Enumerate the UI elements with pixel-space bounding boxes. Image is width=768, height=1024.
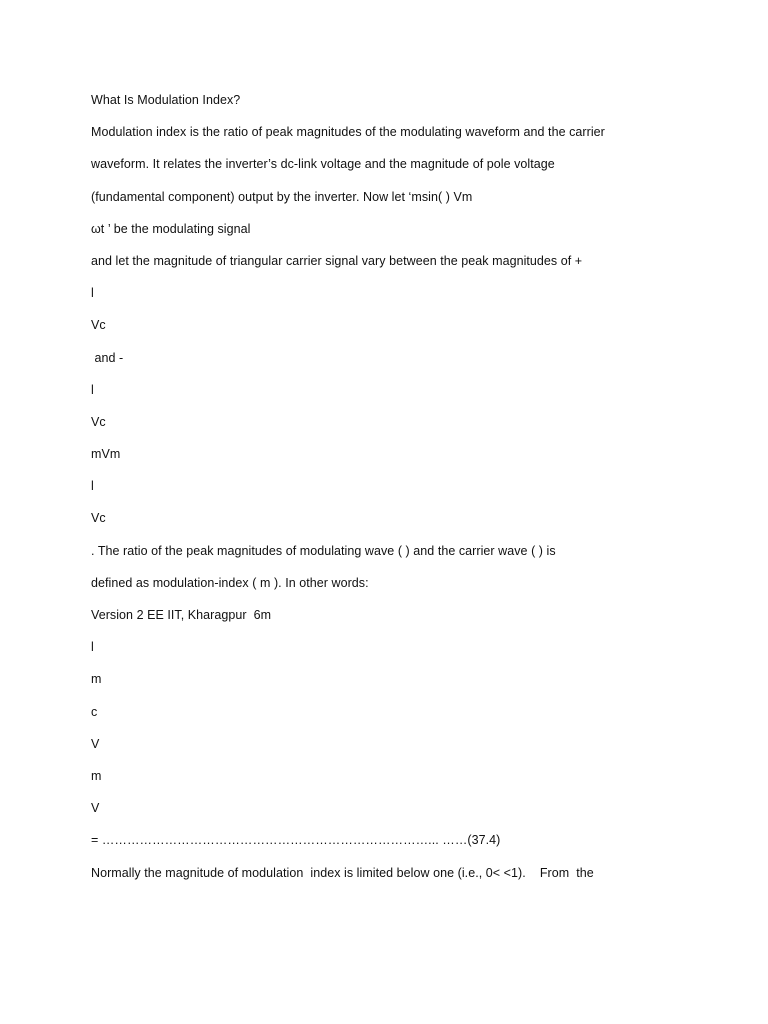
text-line: defined as modulation-index ( m ). In other words: — [91, 575, 369, 590]
text-line: Vc — [91, 318, 106, 333]
text-line: Vc — [91, 414, 106, 429]
page-footer-text: Version 2 EE IIT, Kharagpur 6m — [91, 608, 272, 622]
document-body — [91, 90, 711, 895]
text-line: mVm — [91, 447, 121, 462]
text-line: l — [91, 382, 94, 397]
text-line: . The ratio of the peak magnitudes of modulating wave ( ) and the carrier wave ( ) is — [91, 543, 556, 558]
text-line: l — [91, 286, 94, 301]
text-line: and - — [91, 350, 124, 365]
text-line: l — [91, 479, 94, 494]
equation-line: = ……………………………………………………………………... ……(37.4) — [91, 833, 501, 848]
text-line: Vc — [91, 511, 106, 526]
text-line: m — [91, 672, 102, 687]
text-line: Modulation index is the ratio of peak magnitudes of the modulating waveform and the carrier — [91, 125, 605, 140]
text-line: V — [91, 801, 100, 816]
text-line: and let the magnitude of triangular carrier signal vary between the peak magnitudes of + — [91, 253, 583, 268]
text-line: l — [91, 640, 94, 655]
text-line: (fundamental component) output by the inverter. Now let ‘msin( ) Vm — [91, 189, 473, 204]
text-line: c — [91, 704, 98, 719]
heading-what-is-modulation-index: What Is Modulation Index? — [91, 93, 241, 107]
text-line: Normally the magnitude of modulation index is limited below one (i.e., 0< <1). From the — [91, 865, 594, 880]
text-line: m — [91, 768, 102, 783]
text-line: V — [91, 736, 100, 751]
text-line: ωt ’ be the modulating signal — [91, 221, 251, 236]
text-line: waveform. It relates the inverter’s dc-link voltage and the magnitude of pole voltage — [91, 157, 555, 172]
